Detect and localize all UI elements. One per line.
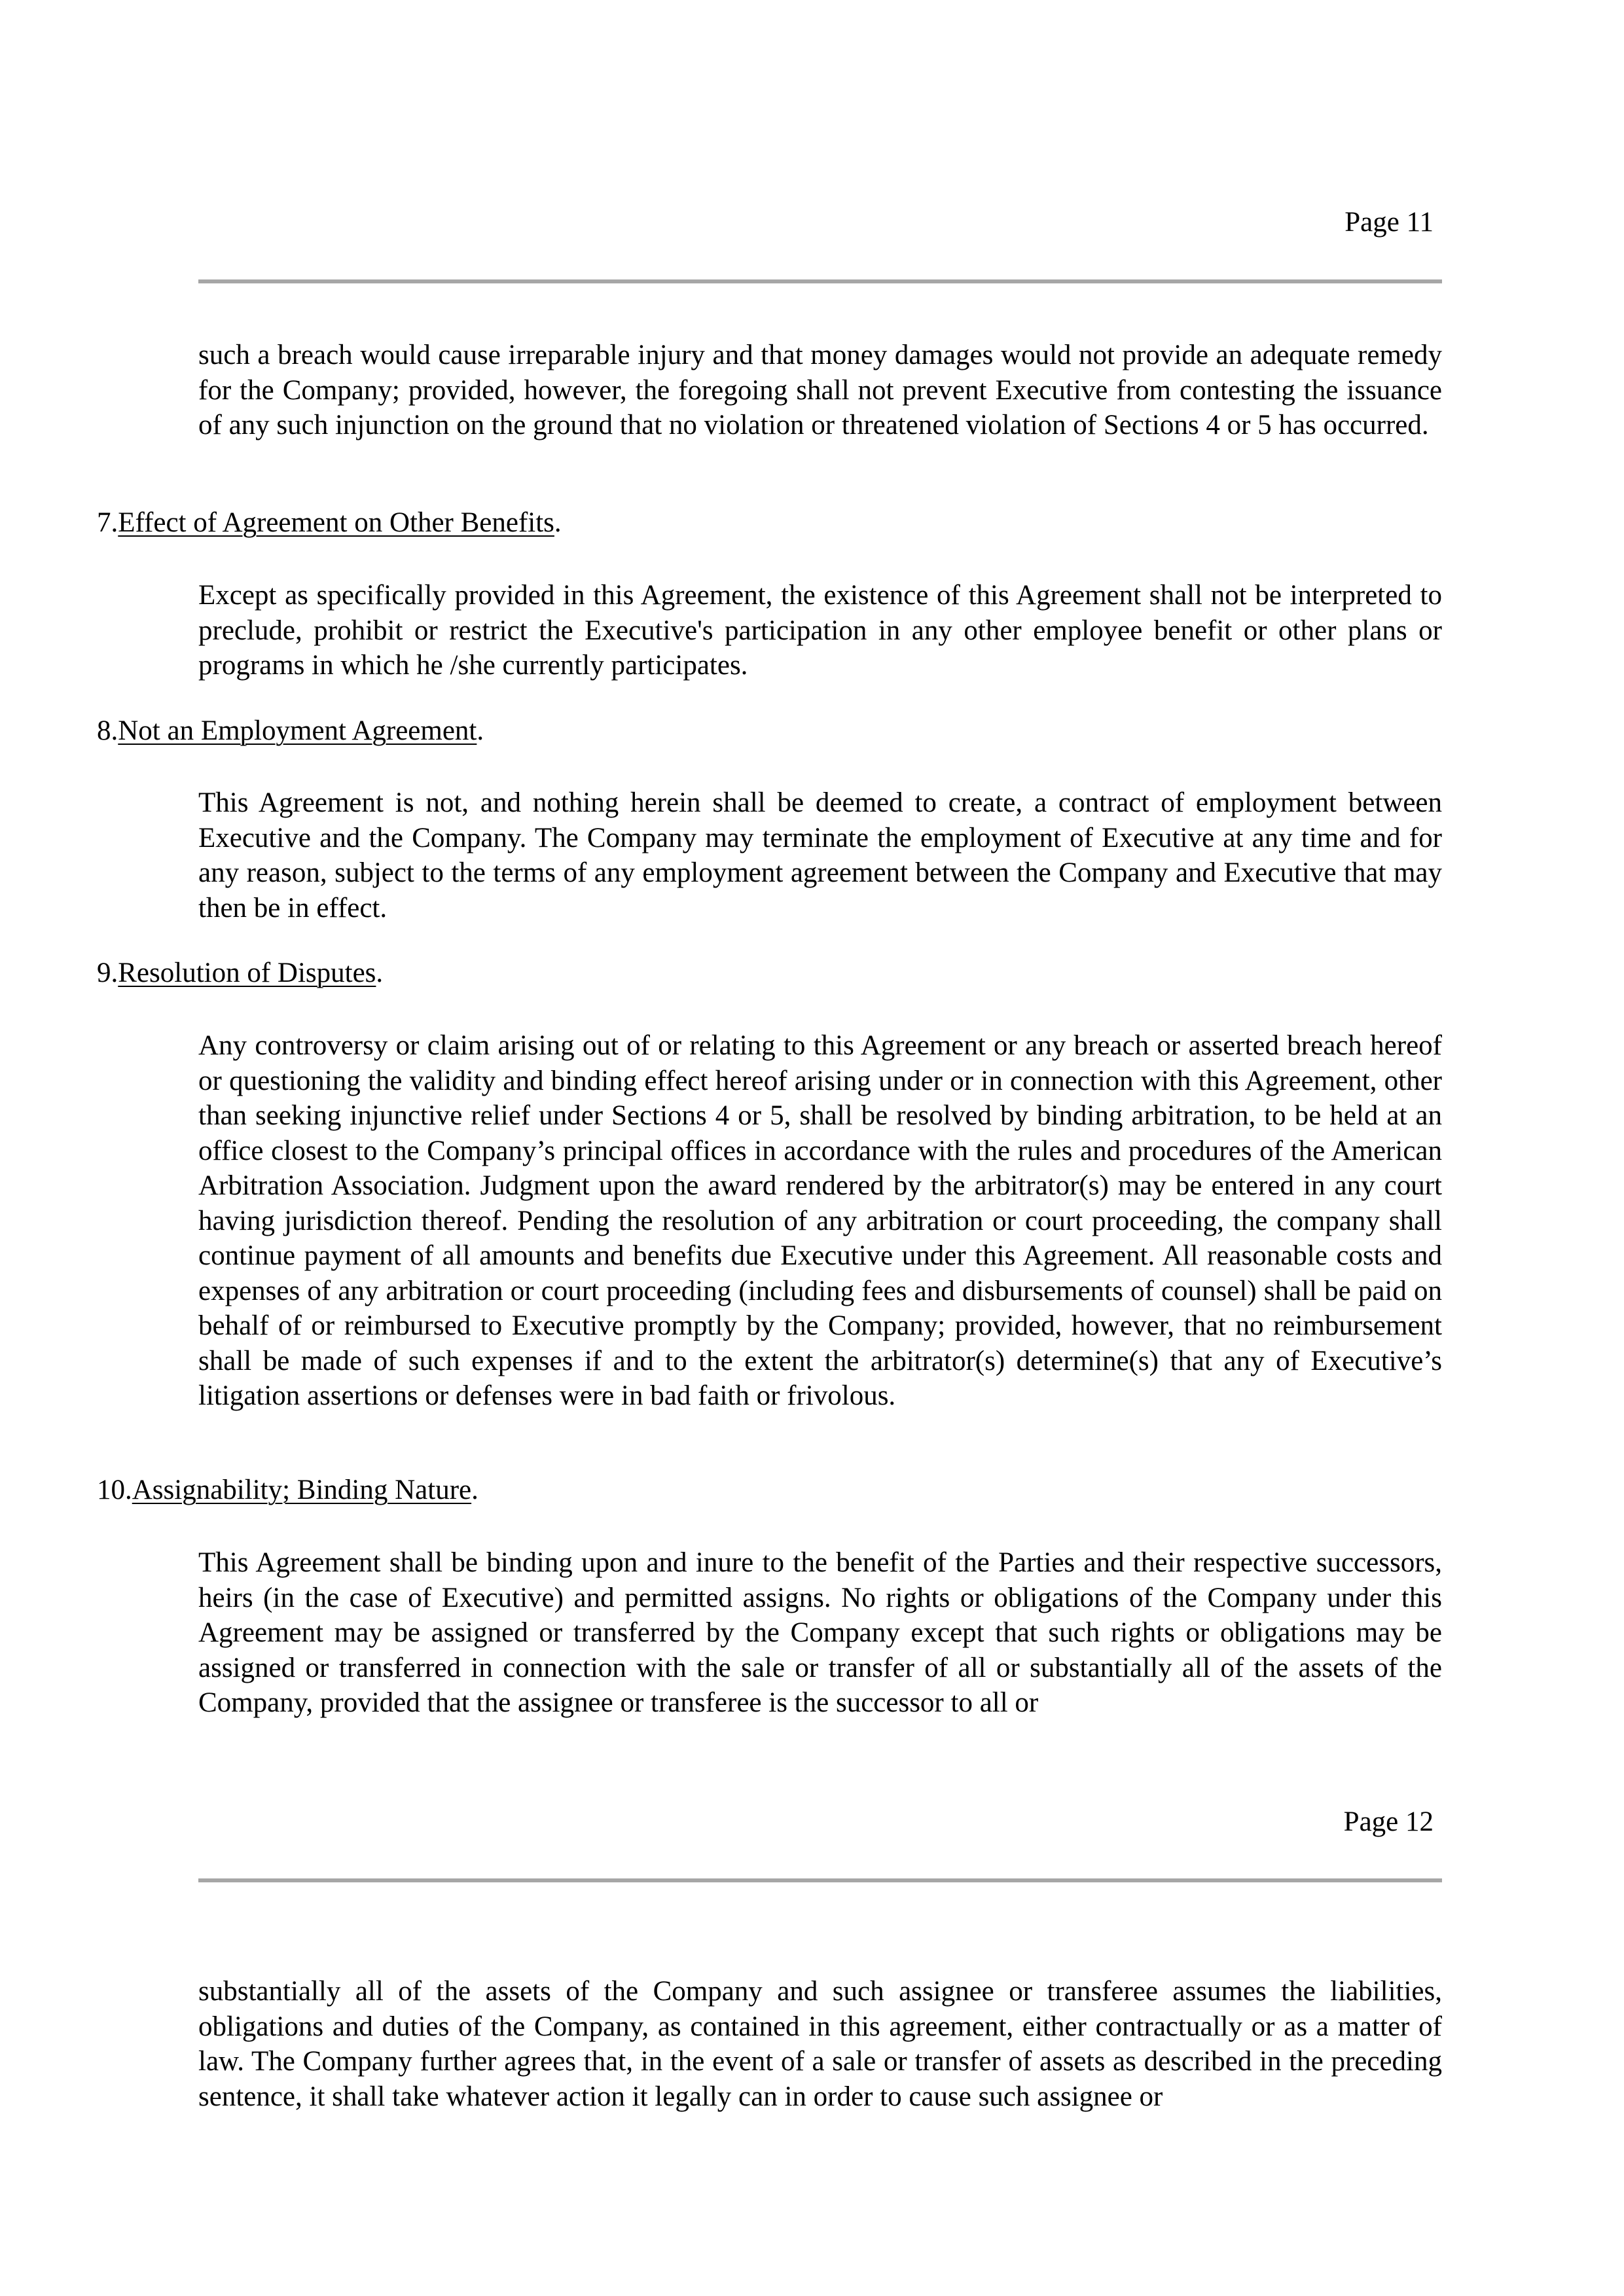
header-rule (198, 1878, 1442, 1882)
section-number: 9. (97, 958, 118, 988)
section-number: 7. (97, 507, 118, 538)
continued-paragraph: such a breach would cause irreparable injury and that money damages would not provide an adequate remedy for the Company; provided, however, the foregoing shall not prevent Executive from contesting the issuance of any such injunction on the ground that no violation or threatened violation of Sections 4 or 5 has occurred. (198, 340, 1442, 440)
section-number: 10. (97, 1475, 132, 1505)
section-number: 8. (97, 715, 118, 746)
section-title: Not an Employment Agreement (118, 715, 477, 746)
section-title-period: . (554, 507, 562, 538)
section-body-10: This Agreement shall be binding upon and inure to the benefit of the Parties and their respective successors, heirs (in the case of Executive) and permitted assigns. No rights or obligations of the Company under this Agreement may be assigned or transferred by the Company except that such rights or obligations may be assigned or transferred in connection with the sale or transfer of all or substantially all of the assets of the Company, provided that the assignee or transferee is the successor to all or (198, 1547, 1442, 1718)
page-number: Page 11 (1344, 207, 1434, 238)
section-title-period: . (477, 715, 484, 746)
section-body-9: Any controversy or claim arising out of or relating to this Agreement or any breach or asserted breach hereof or questioning the validity and binding effect hereof arising under or in connection with this Agreement, other than seeking injunctive relief under Sections 4 or 5, shall be resolved by binding arbitration, to be held at an office closest to the Company’s principal offices in accordance with the rules and procedures of the American Arbitration Association. Judgment upon the award rendered by the arbitrator(s) may be entered in any court having jurisdiction thereof. Pending the resolution of any arbitration or court proceeding, the company shall continue payment of all amounts and benefits due Executive under this Agreement. All reasonable costs and expenses of any arbitration or court proceeding (including fees and disbursements of counsel) shall be paid on behalf of or reimbursed to Executive promptly by the Company; provided, however, that no reimbursement shall be made of such expenses if and to the extent the arbitrator(s) determine(s) that any of Executive’s litigation assertions or defenses were in bad faith or frivolous. (198, 1030, 1442, 1411)
page-number: Page 12 (1343, 1806, 1434, 1837)
section-title: Effect of Agreement on Other Benefits (118, 507, 554, 538)
section-title-period: . (376, 958, 384, 988)
section-title-period: . (471, 1475, 478, 1505)
header-rule (198, 279, 1442, 283)
section-title: Resolution of Disputes (118, 958, 376, 988)
section-heading-7 (97, 505, 562, 541)
section-heading-9 (97, 956, 383, 991)
section-body-7: Except as specifically provided in this Agreement, the existence of this Agreement shall not be interpreted to preclude, prohibit or restrict the Executive's participation in any other employee benefit or other plans or programs in which he /she currently participates. (198, 580, 1442, 681)
section-title: Assignability; Binding Nature (132, 1475, 472, 1505)
continued-paragraph: substantially all of the assets of the Company and such assignee or transferee assumes the liabilities, obligations and duties of the Company, as contained in this agreement, either contractually or as a matter of law. The Company further agrees that, in the event of a sale or transfer of assets as described in the preceding sentence, it shall take whatever action it legally can in order to cause such assignee or (198, 1976, 1442, 2112)
section-heading-10 (97, 1473, 478, 1508)
section-heading-8 (97, 713, 484, 749)
section-body-8: This Agreement is not, and nothing herein shall be deemed to create, a contract of employment between Executive and the Company. The Company may terminate the employment of Executive at any time and for any reason, subject to the terms of any employment agreement between the Company and Executive that may then be in effect. (198, 787, 1442, 924)
